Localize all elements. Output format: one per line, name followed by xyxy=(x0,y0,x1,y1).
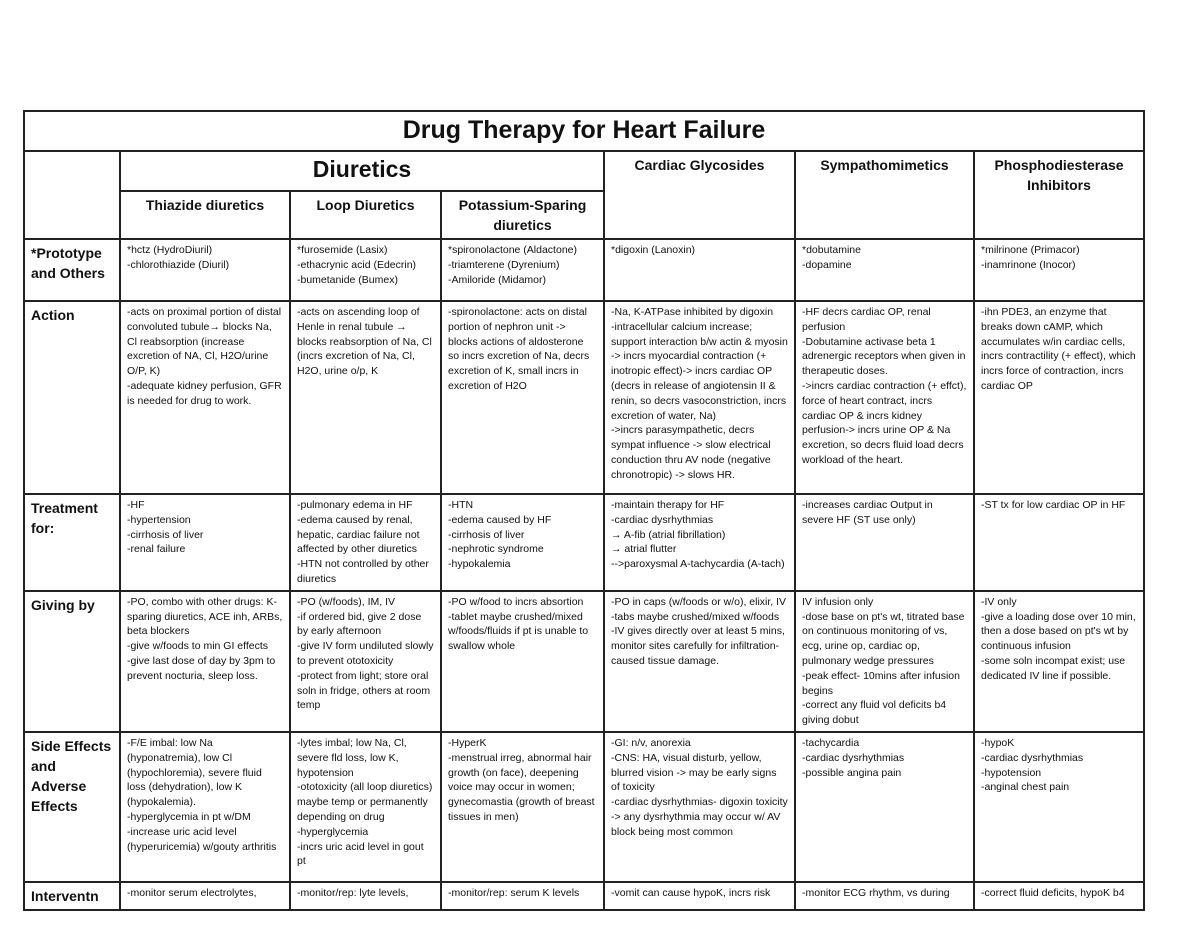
col-header-thiazide: Thiazide diuretics xyxy=(120,191,290,239)
table-cell: -ST tx for low cardiac OP in HF xyxy=(974,494,1144,591)
table-cell: -pulmonary edema in HF -edema caused by renal, hepatic, cardiac failure not affected by other diuretics -HTN not controlled by other diuretics xyxy=(290,494,441,591)
table-cell: *dobutamine -dopamine xyxy=(795,239,974,301)
drug-therapy-table xyxy=(23,110,1145,911)
table-row-treatment xyxy=(24,494,1144,591)
col-header-sympathomimetics: Sympathomimetics xyxy=(795,151,974,239)
col-header-cardiac-glycosides: Cardiac Glycosides xyxy=(604,151,795,239)
row-header: *Prototype and Others xyxy=(24,239,120,301)
table-cell: -HyperK -menstrual irreg, abnormal hair growth (on face), deepening voice may occur in women; gynecomastia (growth of breast tissues in men) xyxy=(441,732,604,882)
table-cell: -acts on proximal portion of distal convoluted tubule→ blocks Na, Cl reabsorption (increase excretion of NA, Cl, H2O/urine O/P, K) -adequate kidney perfusion, GFR is needed for drug to work. xyxy=(120,301,290,494)
table-row-giving-by xyxy=(24,591,1144,732)
table-cell: -HTN -edema caused by HF -cirrhosis of liver -nephrotic syndrome -hypokalemia xyxy=(441,494,604,591)
row-header: Action xyxy=(24,301,120,494)
table-cell: -PO w/food to incrs absortion -tablet maybe crushed/mixed w/foods/fluids if pt is unable to swallow whole xyxy=(441,591,604,732)
table-cell: -increases cardiac Output in severe HF (ST use only) xyxy=(795,494,974,591)
table-row-side-effects xyxy=(24,732,1144,882)
table-cell: -HF -hypertension -cirrhosis of liver -renal failure xyxy=(120,494,290,591)
corner-cell xyxy=(24,151,120,239)
row-header: Treatment for: xyxy=(24,494,120,591)
table-cell: IV infusion only -dose base on pt's wt, titrated base on continuous monitoring of vs, ecg, urine op, cardiac op, pulmonary wedge pressures -peak effect- 10mins after infusion begins -correct any fluid vol deficits b4 giving dobut xyxy=(795,591,974,732)
table-cell: *milrinone (Primacor) -inamrinone (Inocor) xyxy=(974,239,1144,301)
table-cell: -tachycardia -cardiac dysrhythmias -possible angina pain xyxy=(795,732,974,882)
table-cell: -monitor serum electrolytes, xyxy=(120,882,290,910)
table-cell: -PO (w/foods), IM, IV -if ordered bid, give 2 dose by early afternoon -give IV form undiluted slowly to prevent ototoxicity -protect from light; store oral soln in fridge, others at room temp xyxy=(290,591,441,732)
table-cell: *digoxin (Lanoxin) xyxy=(604,239,795,301)
row-header: Side Effects and Adverse Effects xyxy=(24,732,120,882)
table-cell: -HF decrs cardiac OP, renal perfusion -Dobutamine activase beta 1 adrenergic receptors when given in therapeutic doses. ->incrs cardiac contraction (+ effct), force of heart contract, incrs cardiac OP & incrs kidney perfusion-> incrs urine OP & Na excretion, so decrs fluid load decrs workload of the heart. xyxy=(795,301,974,494)
table-cell: -spironolactone: acts on distal portion of nephron unit -> blocks actions of aldosterone so incrs excretion of Na, decrs excretion of K, small incrs in excretion of H2O xyxy=(441,301,604,494)
table-cell: -ihn PDE3, an enzyme that breaks down cAMP, which accumulates w/in cardiac cells, incrs contractility (+ effect), which incrs force of contraction, incrs cardiac OP xyxy=(974,301,1144,494)
table-cell: -PO in caps (w/foods or w/o), elixir, IV -tabs maybe crushed/mixed w/foods -IV gives directly over at least 5 mins, monitor sites carefully for infiltration-caused tissue damage. xyxy=(604,591,795,732)
table-cell: -vomit can cause hypoK, incrs risk xyxy=(604,882,795,910)
table-cell: -acts on ascending loop of Henle in renal tubule → blocks reabsorption of Na, Cl (incrs excretion of Na, Cl, H2O, urine o/p, K xyxy=(290,301,441,494)
col-header-pde-inhibitors: Phosphodiesterase Inhibitors xyxy=(974,151,1144,239)
col-header-potassium-sparing: Potassium-Sparing diuretics xyxy=(441,191,604,239)
col-header-loop: Loop Diuretics xyxy=(290,191,441,239)
table-cell: -GI: n/v, anorexia -CNS: HA, visual disturb, yellow, blurred vision -> may be early signs of toxicity -cardiac dysrhythmias- digoxin toxicity -> any dysrhythmia may occur w/ AV block being most common xyxy=(604,732,795,882)
table-cell: -monitor/rep: lyte levels, xyxy=(290,882,441,910)
row-header: Giving by xyxy=(24,591,120,732)
diuretics-group-header: Diuretics xyxy=(120,151,604,191)
table-cell: -correct fluid deficits, hypoK b4 xyxy=(974,882,1144,910)
table-row-action xyxy=(24,301,1144,494)
table-cell: -IV only -give a loading dose over 10 min, then a dose based on pt's wt by continuous infusion -some soln incompat exist; use dedicated IV line if possible. xyxy=(974,591,1144,732)
row-header: Interventn xyxy=(24,882,120,910)
table-cell: -monitor ECG rhythm, vs during xyxy=(795,882,974,910)
table-row-prototype xyxy=(24,239,1144,301)
table-cell: -PO, combo with other drugs: K-sparing diuretics, ACE inh, ARBs, beta blockers -give w/foods to min GI effects -give last dose of day by 3pm to prevent nocturia, sleep loss. xyxy=(120,591,290,732)
table-cell: *hctz (HydroDiuril) -chlorothiazide (Diuril) xyxy=(120,239,290,301)
table-cell: -lytes imbal; low Na, Cl, severe fld loss, low K, hypotension -ototoxicity (all loop diuretics) maybe temp or permanently depending on drug -hyperglycemia -incrs uric acid level in gout pt xyxy=(290,732,441,882)
page-title: Drug Therapy for Heart Failure xyxy=(24,111,1144,151)
table-cell: -hypoK -cardiac dysrhythmias -hypotension -anginal chest pain xyxy=(974,732,1144,882)
table-row-intervention xyxy=(24,882,1144,910)
table-cell: *furosemide (Lasix) -ethacrynic acid (Edecrin) -bumetanide (Bumex) xyxy=(290,239,441,301)
table-cell: -F/E imbal: low Na (hyponatremia), low Cl (hypochloremia), severe fluid loss (dehydration), low K (hypokalemia). -hyperglycemia in pt w/DM -increase uric acid level (hyperuricemia) w/gouty arthritis xyxy=(120,732,290,882)
table-cell: *spironolactone (Aldactone) -triamterene (Dyrenium) -Amiloride (Midamor) xyxy=(441,239,604,301)
table-cell: -Na, K-ATPase inhibited by digoxin -intracellular calcium increase; support interaction b/w actin & myosin -> incrs myocardial contraction (+ inotropic effect)-> incrs cardiac OP (decrs in release of angiotensin II & renin, so decrs vasoconstriction, incrs excretion of water, Na) ->incrs parasympathetic, decrs sympat influence -> slow electrical conduction thru AV node (negative chronotropic) -> slows HR. xyxy=(604,301,795,494)
table-cell: -maintain therapy for HF -cardiac dysrhythmias → A-fib (atrial fibrillation) → atrial flutter -->paroxysmal A-tachycardia (A-tach) xyxy=(604,494,795,591)
table-cell: -monitor/rep: serum K levels xyxy=(441,882,604,910)
